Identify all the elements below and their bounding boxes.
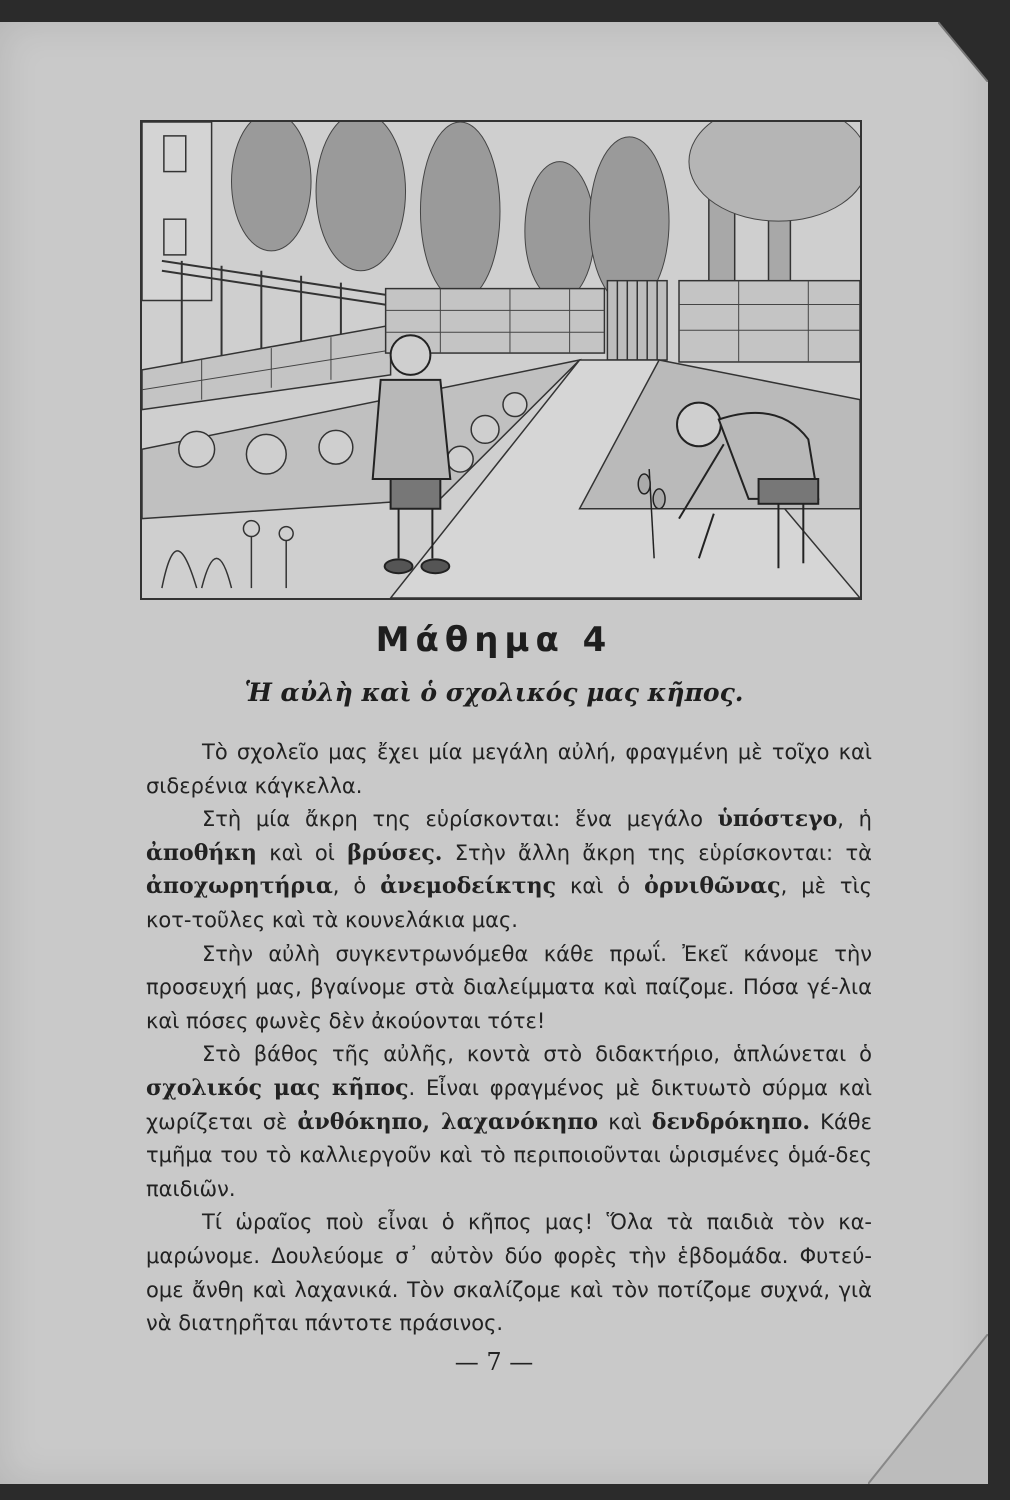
lesson-title: Μάθημα 4 xyxy=(375,620,613,660)
bold-term: ὀρνιθῶνας xyxy=(644,873,781,900)
text-run: καὶ οἱ xyxy=(256,840,348,865)
folded-corner-bottom xyxy=(868,1334,988,1484)
bold-term: ἀνθόκηπο, λαχανόκηπο xyxy=(297,1108,599,1135)
page-number: — 7 — xyxy=(454,1348,534,1376)
text-run: Στὸ βάθος τῆς αὐλῆς, κοντὰ στὸ διδακτήριο, ἁπλώνεται ὁ xyxy=(202,1042,872,1067)
folded-corner-top xyxy=(938,22,988,82)
text-run: Στὴν αὐλὴ συγκεντρωνόμεθα κάθε πρωΐ. Ἐκεῖ κάνομε τὴν προσευχή μας, βγαίνομε στὰ διαλείμματα καὶ παίζομε. Πόσα γέ-λια καὶ πόσες φωνὲς δὲν ἀκούονται τότε! xyxy=(146,941,872,1033)
text-run: , ἡ xyxy=(837,807,872,832)
text-run: Στὴ μία ἄκρη της εὑρίσκονται: ἕνα μεγάλο xyxy=(202,807,718,832)
book-page xyxy=(0,22,988,1484)
bold-term: βρύσες. xyxy=(347,839,443,866)
paragraph xyxy=(146,736,872,803)
paragraph xyxy=(146,1206,872,1340)
text-run: , ὁ xyxy=(332,874,381,899)
text-run: καὶ xyxy=(598,1109,652,1134)
bold-term: δενδρόκηπο. xyxy=(651,1108,810,1135)
text-run: Τί ὡραῖος ποὺ εἶναι ὁ κῆπος μας! Ὅλα τὰ παιδιὰ τὸν κα-μαρώνομε. Δουλεύομε σ᾿ αὐτὸν δύο φορὲς τὴν ἑβδομάδα. Φυτεύ-ομε ἄνθη καὶ λαχανικά. Τὸν σκαλίζομε καὶ τὸν ποτίζομε συχνά, γιὰ νὰ διατηρῆται πάντοτε πράσινος. xyxy=(146,1210,872,1336)
paragraph xyxy=(146,1038,872,1206)
paragraph xyxy=(146,803,872,937)
bold-term: ἀποχωρητήρια xyxy=(146,873,333,900)
bold-term: σχολικός μας κῆπος xyxy=(146,1074,409,1101)
garden-illustration xyxy=(140,120,862,600)
text-run: Κάθε τμῆμα του τὸ καλλιεργοῦν καὶ τὸ περιποιοῦνται ὡρισμένες ὁμά-δες παιδιῶν. xyxy=(146,1109,872,1201)
paragraph xyxy=(146,938,872,1039)
text-run: Τὸ σχολεῖο μας ἔχει μία μεγάλη αὐλή, φραγμένη μὲ τοῖχο καὶ σιδερένια κάγκελλα. xyxy=(146,740,872,798)
lesson-body xyxy=(146,736,872,1341)
bold-term: ἀνεμοδείκτης xyxy=(380,873,556,900)
text-run: . Εἶναι φραγμένος μὲ δικτυωτὸ σύρμα καὶ χωρίζεται σὲ xyxy=(146,1075,872,1134)
lesson-subtitle: Ἡ αὐλὴ καὶ ὁ σχολικός μας κῆπος. xyxy=(244,678,744,707)
bold-term: ἀποθήκη xyxy=(146,839,257,866)
text-run: , μὲ τὶς κοτ-τοῦλες καὶ τὰ κουνελάκια μας. xyxy=(146,874,873,932)
text-run: καὶ ὁ xyxy=(556,874,645,899)
text-run: Στὴν ἄλλη ἄκρη της εὑρίσκονται: τὰ xyxy=(442,840,872,865)
bold-term: ὑπόστεγο xyxy=(717,806,838,833)
